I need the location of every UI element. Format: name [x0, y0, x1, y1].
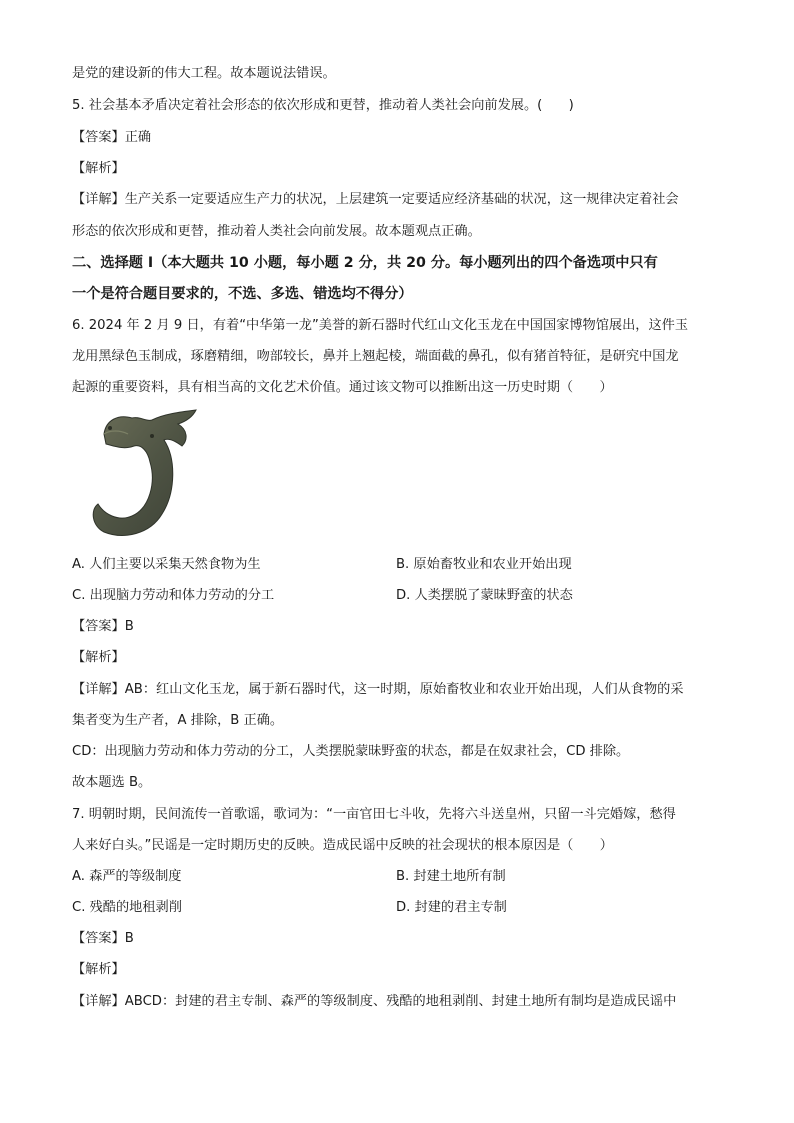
- q6-option-b: B. 原始畜牧业和农业开始出现: [396, 557, 572, 572]
- section-heading-line-1: 二、选择题 I（本大题共 10 小题，每小题 2 分，共 20 分。每小题列出的四个备选项中只有: [72, 255, 658, 271]
- detail-6-line-4: 故本题选 B。: [72, 775, 152, 790]
- analysis-label-7: 【解析】: [72, 962, 125, 977]
- detail-6-line-2: 集者变为生产者，A 排除，B 正确。: [72, 713, 284, 728]
- q6-option-d: D. 人类摆脱了蒙昧野蛮的状态: [396, 588, 573, 603]
- detail-5-line-2: 形态的依次形成和更替，推动着人类社会向前发展。故本题观点正确。: [72, 224, 481, 239]
- dragon-hole: [150, 434, 154, 438]
- text-line: 是党的建设新的伟大工程。故本题说法错误。: [72, 66, 336, 81]
- q7-option-d: D. 封建的君主专制: [396, 900, 507, 915]
- detail-7-line-1: 【详解】ABCD：封建的君主专制、森严的等级制度、残酷的地租剥削、封建土地所有制均是造成民谣中: [72, 994, 677, 1009]
- jade-dragon-image: [84, 406, 200, 542]
- question-7-line-2: 人来好白头。”民谣是一定时期历史的反映。造成民谣中反映的社会现状的根本原因是（ ）: [72, 838, 613, 853]
- q6-option-c: C. 出现脑力劳动和体力劳动的分工: [72, 588, 275, 603]
- question-6-line-3: 起源的重要资料，具有相当高的文化艺术价值。通过该文物可以推断出这一历史时期（ ）: [72, 380, 613, 395]
- question-5: 5. 社会基本矛盾决定着社会形态的依次形成和更替，推动着人类社会向前发展。( ): [72, 98, 574, 113]
- section-heading-line-2: 一个是符合题目要求的，不选、多选、错选均不得分）: [72, 286, 413, 302]
- q7-option-c: C. 残酷的地租剥削: [72, 900, 182, 915]
- detail-5-line-1: 【详解】生产关系一定要适应生产力的状况，上层建筑一定要适应经济基础的状况，这一规律决定着社会: [72, 192, 679, 207]
- q7-options-row-2: [72, 898, 722, 918]
- q7-options-row-1: [72, 867, 722, 887]
- question-6-line-1: 6. 2024 年 2 月 9 日，有着“中华第一龙”美誉的新石器时代红山文化玉龙在中国国家博物馆展出，这件玉: [72, 318, 689, 333]
- answer-7: 【答案】B: [72, 931, 134, 946]
- analysis-label-6: 【解析】: [72, 650, 125, 665]
- answer-5: 【答案】正确: [72, 130, 152, 145]
- q7-option-b: B. 封建土地所有制: [396, 869, 506, 884]
- q6-option-a: A. 人们主要以采集天然食物为生: [72, 557, 261, 572]
- answer-6: 【答案】B: [72, 619, 134, 634]
- q6-options-row-1: [72, 555, 722, 575]
- question-6-line-2: 龙用黑绿色玉制成，琢磨精细，吻部较长，鼻并上翘起棱，端面截的鼻孔，似有猪首特征，是研究中国龙: [72, 349, 679, 364]
- q7-option-a: A. 森严的等级制度: [72, 869, 182, 884]
- detail-6-line-1: 【详解】AB：红山文化玉龙，属于新石器时代，这一时期，原始畜牧业和农业开始出现，人们从食物的采: [72, 682, 684, 697]
- analysis-label-5: 【解析】: [72, 161, 125, 176]
- q6-options-row-2: [72, 586, 722, 606]
- dragon-eye: [108, 426, 112, 430]
- question-7-line-1: 7. 明朝时期，民间流传一首歌谣，歌词为：“一亩官田七斗收，先将六斗送皇州，只留一斗完婚嫁，愁得: [72, 807, 676, 822]
- detail-6-line-3: CD：出现脑力劳动和体力劳动的分工，人类摆脱蒙昧野蛮的状态，都是在奴隶社会，CD 排除。: [72, 744, 630, 759]
